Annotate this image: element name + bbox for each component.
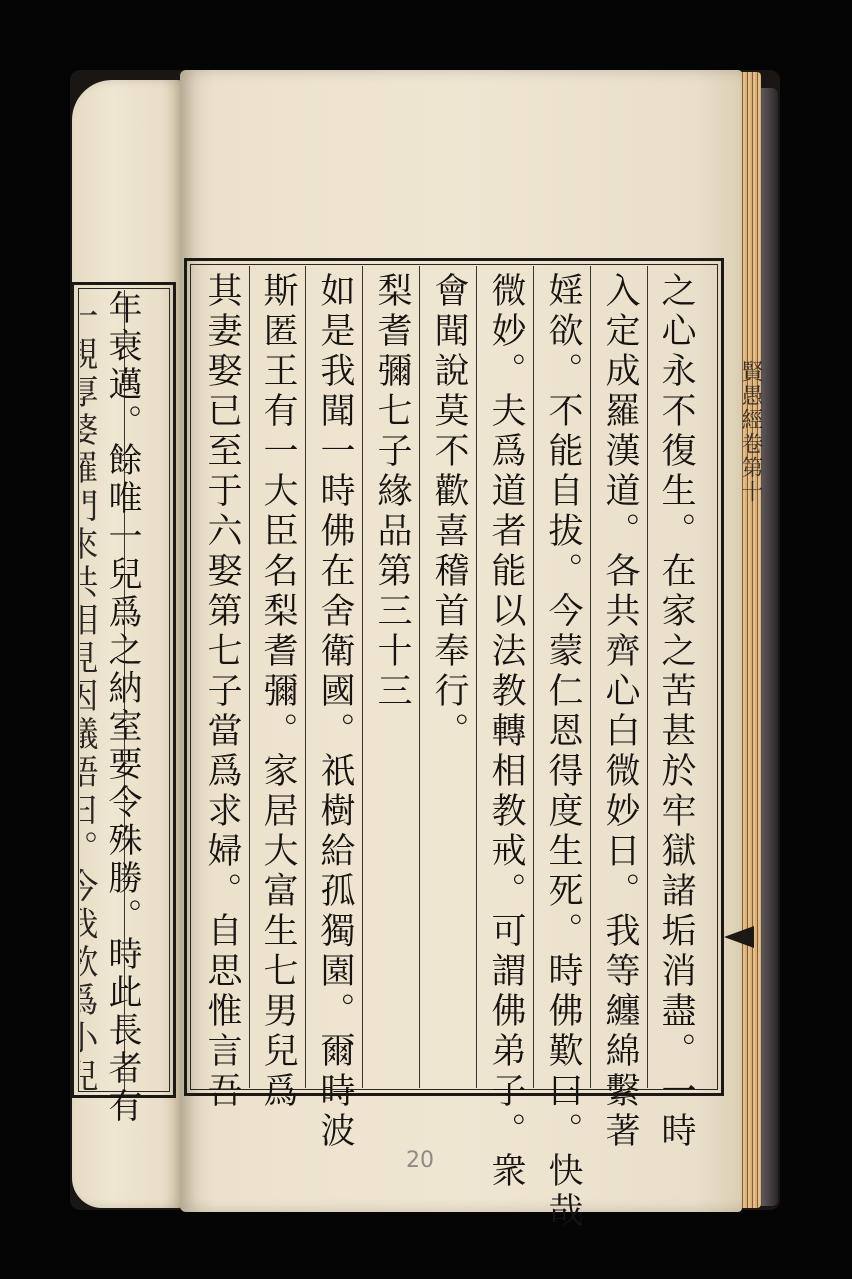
column-rule <box>305 266 306 1088</box>
text-column-2: 入定成羅漢道。各共齊心白微妙日。我等纏綿繫著 <box>600 272 640 1152</box>
text-column-1: 之心永不復生。在家之苦甚於牢獄諸垢消盡。一時 <box>656 272 696 1152</box>
column-rule <box>533 266 534 1088</box>
column-rule <box>362 266 363 1088</box>
text-column-8: 斯匿王有一大臣名梨耆彌。家居大富生七男兒爲 <box>258 272 298 1112</box>
chapter-heading-column: 梨耆彌七子緣品第三十三 <box>372 272 412 712</box>
page-number-mark: 20 <box>406 1148 434 1173</box>
column-rule <box>476 266 477 1088</box>
text-column-7: 如是我聞一時佛在舍衛國。祇樹給孤獨園。爾時波 <box>315 272 355 1152</box>
column-rule <box>647 266 648 1088</box>
margin-title: 賢愚經卷第十 <box>738 360 763 504</box>
column-rule <box>249 266 250 1088</box>
text-column-3: 婬欲。不能自拔。今蒙仁恩得度生死。時佛歎曰。快哉 <box>543 272 583 1232</box>
left-column-1: 年衰邁。餘唯一兒爲之納室要令殊勝。時此長者有 <box>102 290 142 1126</box>
text-column-9: 其妻娶已至于六娶第七子當爲求婦。自思惟言吾 <box>202 272 242 1112</box>
column-rule <box>419 266 420 1088</box>
text-column-4: 微妙。夫爲道者能以法教轉相教戒。可謂佛弟子。衆 <box>486 272 526 1192</box>
text-column-5: 會聞說莫不歡喜稽首奉行。 <box>429 272 469 752</box>
column-rule <box>590 266 591 1088</box>
